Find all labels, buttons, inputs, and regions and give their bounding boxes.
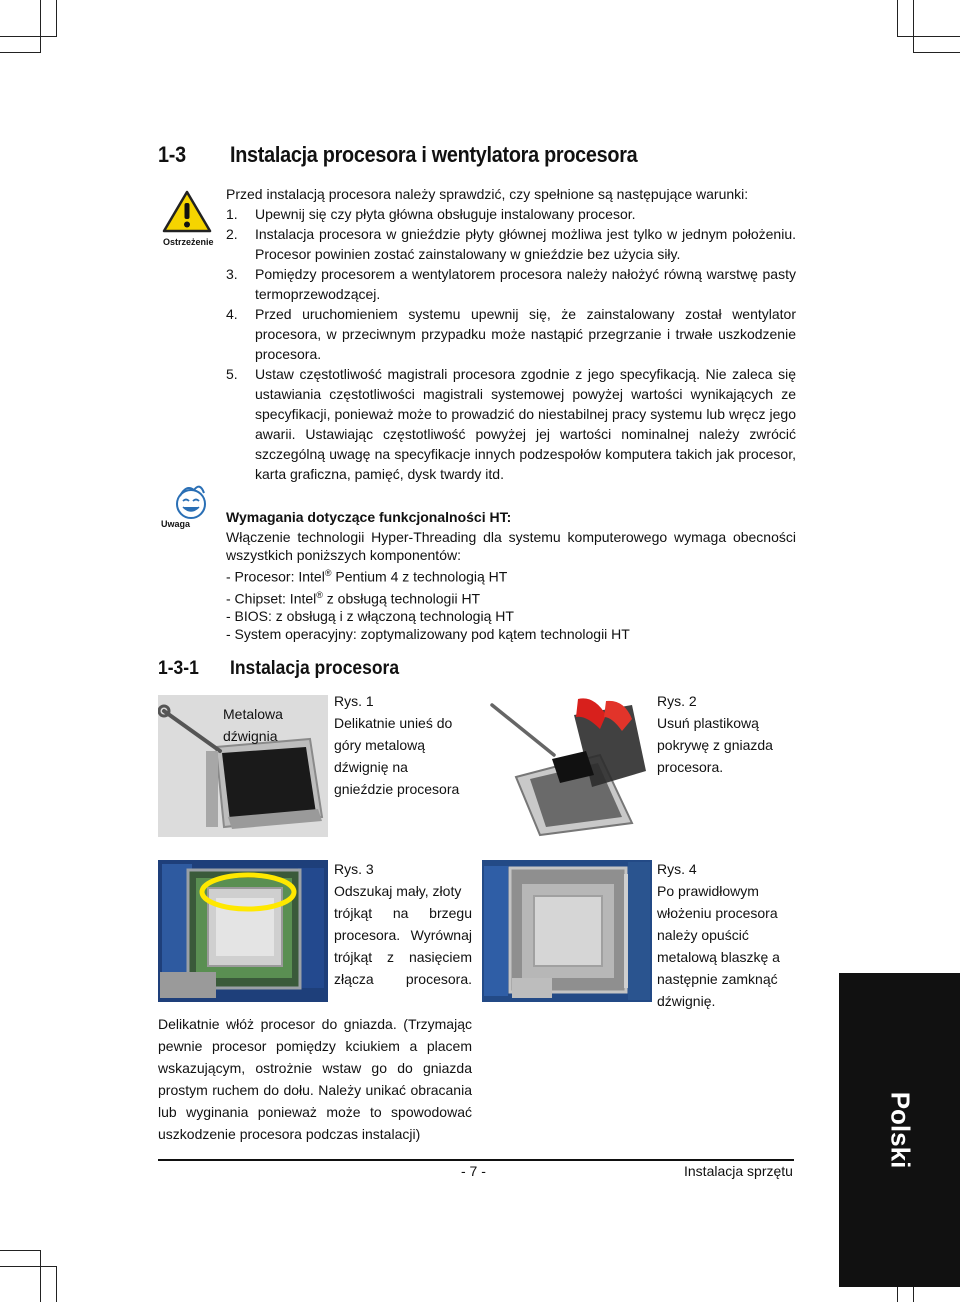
- list-item-number: 2.: [226, 226, 238, 242]
- caption-line: procesora. Wyrównaj: [334, 927, 472, 943]
- list-item: [226, 204, 796, 224]
- crop-mark: [897, 36, 960, 37]
- list-item-number: 3.: [226, 266, 238, 282]
- list-item-text: Ustaw częstotliwość magistrali procesora zgodnie z jego specyfikacją. Nie zaleca się ustawiania częstotliwości magistrali systemowej powyżej wartości wynikających ze specyfikacji, ponieważ może to prowadzić do niestabilnej pracy systemu lub wręcz jego awarii. Ustawiając częstotliwość powyżej jej wartości nominalnej należy zwrócić szczególną uwagę na specyfikacje innych podzespołów komputera takich jak procesor, karta graficzna, pamięć, dysk twardy itd.: [255, 366, 796, 482]
- caption-line: Rys. 1: [334, 693, 374, 709]
- note-item-text: - Procesor: Intel: [226, 568, 325, 585]
- list-item-number: 5.: [226, 366, 238, 382]
- figure-4-photo: [482, 860, 652, 1002]
- caption-line: Delikatnie unieś do: [334, 715, 453, 731]
- caption-line: Usuń plastikową: [657, 715, 759, 731]
- instruction-paragraph: Delikatnie włóż procesor do gniazda. (Trzymając pewnie procesor pomiędzy kciukiem a placem wskazującym, ostrożnie wstaw go do gniazda prostym ruchem do dołu. Należy unikać obracania lub wyginania ponieważ może to spowodować uszkodzenie procesora podczas instalacji): [158, 1016, 472, 1142]
- section-number: 1-3: [158, 142, 186, 167]
- list-item-number: 1.: [226, 206, 238, 222]
- language-tab: [839, 973, 960, 1287]
- note-icon: [168, 484, 214, 520]
- caption-line: góry metalową: [334, 737, 426, 753]
- note-title: Wymagania dotyczące funkcjonalności HT:: [226, 509, 512, 525]
- caption-line: trójkąt na brzegu: [334, 905, 472, 921]
- caption-line: Rys. 2: [657, 693, 697, 709]
- note-intro: Włączenie technologii Hyper-Threading dla systemu komputerowego wymaga obecności wszystkich poniższych komponentów:: [226, 529, 796, 563]
- note-label: Uwaga: [161, 519, 191, 529]
- pointer-label-line: Metalowa: [223, 706, 283, 722]
- figure-4-caption: [657, 858, 780, 1012]
- list-item-text: Instalacja procesora w gnieździe płyty głównej możliwa jest tylko w jednym położeniu. Procesor powinien zostać zainstalowany w gnieździe bez użycia siły.: [255, 226, 796, 262]
- caption-line: gnieździe procesora: [334, 781, 460, 797]
- pointer-label-line: dźwignia: [223, 728, 278, 744]
- note-item-text: - Chipset: Intel: [226, 590, 317, 607]
- caption-line: złącza procesora.: [334, 971, 472, 987]
- warning-intro: Przed instalacją procesora należy sprawdzić, czy spełnione są następujące warunki:: [226, 186, 749, 202]
- note-item-text: z obsługą technologii HT: [322, 590, 481, 607]
- subsection-number: 1-3-1: [158, 658, 199, 679]
- crop-mark: [0, 1250, 41, 1251]
- caption-line: procesora.: [657, 759, 724, 775]
- crop-mark: [913, 52, 960, 53]
- figure-2-photo: [482, 695, 652, 837]
- crop-mark: [0, 1266, 57, 1267]
- list-item-text: Upewnij się czy płyta główna obsługuje instalowany procesor.: [255, 206, 636, 222]
- caption-line: Rys. 4: [657, 861, 697, 877]
- list-item-number: 4.: [226, 306, 238, 322]
- caption-line: dźwignię.: [657, 993, 716, 1009]
- figure-3-photo: [158, 860, 328, 1002]
- list-item: [226, 224, 796, 264]
- caption-line: należy opuścić: [657, 927, 749, 943]
- crop-mark: [40, 0, 41, 52]
- caption-line: Po prawidłowym: [657, 883, 759, 899]
- warning-icon: [162, 190, 212, 234]
- caption-line: trójkąt z nasięciem: [334, 949, 472, 965]
- crop-mark: [897, 0, 898, 36]
- crop-mark: [56, 1266, 57, 1302]
- crop-mark: [56, 0, 57, 36]
- footer-section: Instalacja sprzętu: [684, 1163, 793, 1179]
- warning-label: Ostrzeżenie: [163, 237, 214, 247]
- list-item: [226, 304, 796, 364]
- caption-line: Rys. 3: [334, 861, 374, 877]
- list-item: [226, 564, 796, 586]
- list-item: - BIOS: z obsługą i z włączoną technologią HT: [226, 608, 514, 625]
- caption-line: dźwignię na: [334, 759, 408, 775]
- list-item: [226, 364, 796, 484]
- caption-line: Odszukaj mały, złoty: [334, 883, 462, 899]
- registered-mark: ®: [316, 589, 323, 600]
- list-item-text: Pomiędzy procesorem a wentylatorem procesora należy nałożyć równą warstwę pasty termoprzewodzącej.: [255, 266, 796, 302]
- caption-line: następnie zamknąć: [657, 971, 778, 987]
- crop-mark: [0, 36, 57, 37]
- warning-list: [226, 184, 796, 484]
- crop-mark: [0, 52, 41, 53]
- registered-mark: ®: [324, 568, 332, 578]
- caption-line: metalową blaszkę a: [657, 949, 780, 965]
- page-number: - 7 -: [461, 1163, 486, 1179]
- caption-line: pokrywę z gniazda: [657, 737, 773, 753]
- crop-mark: [40, 1250, 41, 1302]
- figure-1-caption: [334, 690, 459, 800]
- note-item-text: Pentium 4 z technologią HT: [331, 568, 508, 585]
- list-item: [226, 264, 796, 304]
- list-item: [226, 586, 796, 608]
- figure-2-caption: [657, 690, 773, 778]
- list-item: - System operacyjny: zoptymalizowany pod kątem technologii HT: [226, 626, 630, 643]
- language-tab-label: Polski: [885, 1091, 915, 1169]
- crop-mark: [913, 0, 914, 52]
- figure-1-pointer-label: [223, 703, 283, 747]
- list-item-text: Przed uruchomieniem systemu upewnij się, że zainstalowany został wentylator procesora, w przeciwnym przypadku może nastąpić przegrzanie i trwałe uszkodzenie procesora.: [255, 306, 796, 362]
- note-block: [226, 508, 796, 643]
- figure-3-caption: [334, 858, 472, 990]
- section-title: Instalacja procesora i wentylatora procesora: [230, 142, 638, 167]
- subsection-title: Instalacja procesora: [230, 658, 400, 679]
- caption-line: włożeniu procesora: [657, 905, 778, 921]
